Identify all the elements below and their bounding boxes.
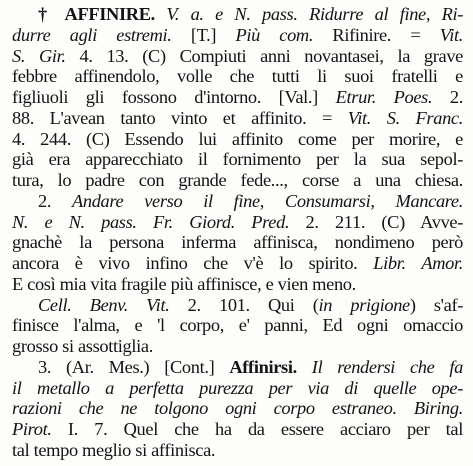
entry-text: tal tempo meglio si affinisca. — [12, 439, 216, 460]
entry-line — [38, 3, 463, 25]
entry-text: Rifinire. = — [313, 24, 440, 45]
entry-line — [12, 128, 463, 150]
entry-line — [12, 418, 463, 440]
entry-text: febbre affinendolo, volle che tutti li suoi fratelli e — [12, 66, 463, 87]
entry-text: 2. 101. Qui ( — [169, 294, 319, 315]
entry-text: 4. 244. (C) Essendo lui affinito come per morire, e — [12, 128, 463, 149]
entry-line — [12, 439, 215, 461]
entry-line — [12, 335, 153, 357]
entry-text: 4. 13. (C) Compiuti anni novantasei, la grave — [65, 45, 463, 66]
entry-text: [T.] — [171, 24, 236, 45]
entry-text: tura, lo padre con grande fede..., corse a una chiesa. — [12, 170, 463, 190]
italic-text: razioni che ne tolgono ogni corpo estraneo. Biring. — [12, 398, 463, 419]
entry-line — [12, 45, 463, 67]
italic-text: Andare verso il fine, Consumarsi, Mancare. — [71, 190, 463, 211]
italic-text: il metallo a perfetta purezza per via di quelle ope- — [12, 377, 463, 398]
italic-text: Cell. Benv. Vit. — [38, 294, 170, 315]
italic-text: in prigione — [318, 294, 410, 315]
entry-text: ) s'af- — [409, 294, 463, 315]
entry-text: 2. 211. (C) Avve- — [289, 211, 464, 232]
headword: Affinirsi. — [229, 356, 297, 377]
italic-text: Pirot. — [12, 419, 52, 439]
entry-line — [12, 252, 463, 274]
entry-text: finisce l'alma, e 'l corpo, e' panni, Ed ogni omaccio — [12, 315, 463, 336]
entry-line — [12, 377, 463, 399]
entry-text: 88. L'avean tanto vinto et affinito. = — [12, 107, 348, 128]
entry-text: grosso si assottiglia. — [12, 336, 153, 356]
entry-text: 2. — [38, 190, 72, 211]
italic-text: Vit. S. Franc. — [347, 107, 463, 128]
entry-line — [12, 314, 463, 336]
italic-text: S. Gir. — [12, 45, 66, 66]
entry-line — [12, 148, 463, 170]
italic-text: N. e N. pass. Fr. Giord. Pred. — [12, 211, 290, 232]
entry-line — [38, 356, 463, 378]
entry-line — [12, 273, 356, 295]
entry-line — [12, 24, 463, 46]
italic-text: Vit. — [439, 24, 463, 45]
entry-line — [12, 211, 463, 233]
italic-text: V. a. e N. pass. Ridurre al fine, Ri- — [154, 4, 464, 24]
entry-line — [12, 65, 463, 87]
entry-text: ancora è vivo infino che v'è lo spirito. — [12, 253, 374, 273]
entry-text: già era apparecchiato il fornimento per la sua sepol- — [12, 149, 463, 170]
entry-line — [12, 169, 463, 191]
entry-line — [38, 190, 463, 212]
entry-line — [12, 107, 463, 129]
italic-text: Il rendersi che fa — [296, 356, 463, 377]
italic-text: durre agli estremi. — [12, 24, 172, 45]
italic-text: Libr. Amor. — [373, 253, 463, 273]
entry-line — [12, 231, 463, 253]
entry-line — [38, 294, 463, 316]
entry-line — [12, 397, 463, 419]
entry-line — [12, 86, 463, 108]
entry-text: 3. (Ar. Mes.) [Cont.] — [38, 356, 230, 377]
headword: † AFFINIRE. — [38, 4, 155, 24]
entry-text: I. 7. Quel che ha da essere acciaro per tal — [51, 419, 463, 439]
italic-text: Etrur. Poes. — [335, 87, 433, 107]
italic-text: Più com. — [235, 24, 314, 45]
entry-text: 2. — [432, 87, 463, 107]
entry-text: gnachè la persona inferma affinisca, nondimeno però — [12, 232, 463, 253]
entry-text: figliuoli gli fossono d'intorno. [Val.] — [12, 87, 336, 107]
entry-text: E così mia vita fragile più affinisce, e vien meno. — [12, 273, 356, 294]
